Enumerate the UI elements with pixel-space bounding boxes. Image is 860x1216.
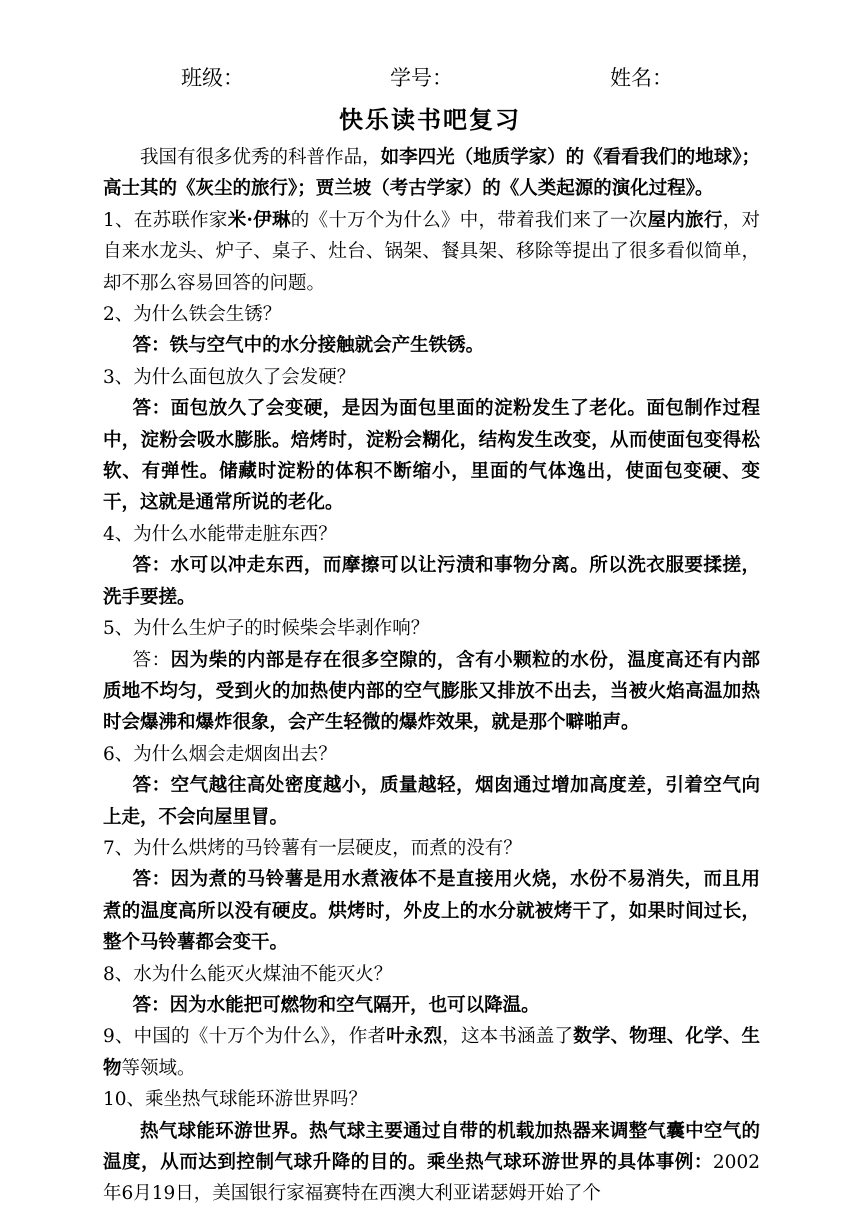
q5-answer-paragraph: [103, 645, 760, 739]
q9-paragraph: [103, 1021, 760, 1084]
intro-paragraph: [103, 142, 760, 205]
q6-question: 6、为什么烟会走烟囱出去？: [103, 743, 337, 765]
student-number-label: 学号：: [390, 66, 453, 90]
q4-answer: 答：水可以冲走东西，而摩擦可以让污渍和事物分离。所以洗衣服要揉搓，洗手要搓。: [103, 555, 760, 608]
q10-answer-paragraph: [103, 1116, 760, 1210]
q9-author: 叶永烈: [386, 1026, 443, 1048]
q9-text-2: ，这本书涵盖了: [442, 1026, 574, 1048]
q3-question: 3、为什么面包放久了会发硬？: [103, 366, 356, 388]
q7-answer: 答：因为煮的马铃薯是用水煮液体不是直接用火烧，水份不易消失，而且用煮的温度高所以没有硬皮。烘烤时，外皮上的水分就被烤干了，如果时间过长，整个马铃薯都会变干。: [103, 869, 760, 954]
page-title: 快乐读书吧复习: [339, 105, 521, 134]
q6-answer: 答：空气越往高处密度越小，质量越轻，烟囱通过增加高度差，引着空气向上走，不会向屋里冒。: [103, 775, 760, 828]
q5-question: 5、为什么生炉子的时候柴会毕剥作响？: [103, 618, 430, 640]
student-info-header: [0, 62, 860, 96]
q1-text-3: ，对自来水龙头、炉子、桌子、灶台、锅架、餐具架、移除等提出了很多看似简单，却不那么容易回答的问题。: [103, 209, 760, 294]
intro-bold-text: 如李四光（地质学家）的《看看我们的地球》；高士其的《灰尘的旅行》；贾兰坡（考古学家）的《人类起源的演化过程》。: [103, 147, 760, 200]
q9-text-3: 等领域。: [121, 1057, 196, 1079]
q1-highlight: 屋内旅行: [647, 209, 723, 231]
q8-answer: 答：因为水能把可燃物和空气隔开，也可以降温。: [132, 994, 540, 1016]
student-name-label: 姓名：: [610, 66, 673, 90]
document-body: [103, 142, 760, 1210]
q1-author: 米·伊琳: [227, 209, 291, 231]
q8-question: 8、水为什么能灭火煤油不能灭火？: [103, 963, 393, 985]
q9-text-1: 9、中国的《十万个为什么》，作者: [103, 1026, 387, 1048]
q3-answer: 答：面包放久了会变硬，是因为面包里面的淀粉发生了老化。面包制作过程中，淀粉会吸水膨胀。焙烤时，淀粉会糊化，结构发生改变，从而使面包变得松软、有弹性。储藏时淀粉的体积不断缩小，里面的气体逸出，使面包变硬、变干，这就是通常所说的老化。: [103, 398, 760, 514]
q1-paragraph: [103, 205, 760, 299]
q9-fields: 数学、物理、化学、生物: [103, 1026, 760, 1079]
q10-answer-bold: 热气球能环游世界。热气球主要通过自带的机载加热器来调整气囊中空气的温度，从而达到控制气球升降的目的。乘坐热气球环游世界的具体事例：: [103, 1120, 760, 1173]
q10-answer-rest: 2002年6月19日，美国银行家福赛特在西澳大利亚诺瑟姆开始了个: [103, 1152, 760, 1205]
q1-text-2: 的《十万个为什么》中，带着我们来了一次: [290, 209, 648, 231]
class-label: 班级：: [181, 66, 244, 90]
intro-text: 我国有很多优秀的科普作品，: [140, 147, 381, 168]
q7-question: 7、为什么烘烤的马铃薯有一层硬皮，而煮的没有？: [103, 837, 522, 859]
q2-question: 2、为什么铁会生锈？: [103, 304, 282, 326]
q2-answer: 答：铁与空气中的水分接触就会产生铁锈。: [132, 335, 485, 357]
q5-answer-prefix: 答：: [132, 649, 171, 671]
q5-answer: 因为柴的内部是存在很多空隙的，含有小颗粒的水份，温度高还有内部质地不均匀，受到火的加热使内部的空气膨胀又排放不出去，当被火焰高温加热时会爆沸和爆炸很象，会产生轻微的爆炸效果，就是那个噼啪声。: [103, 649, 760, 734]
q4-question: 4、为什么水能带走脏东西？: [103, 523, 337, 545]
q1-text-1: 1、在苏联作家: [103, 209, 228, 231]
q10-question: 10、乘坐热气球能环游世界吗？: [103, 1089, 368, 1111]
